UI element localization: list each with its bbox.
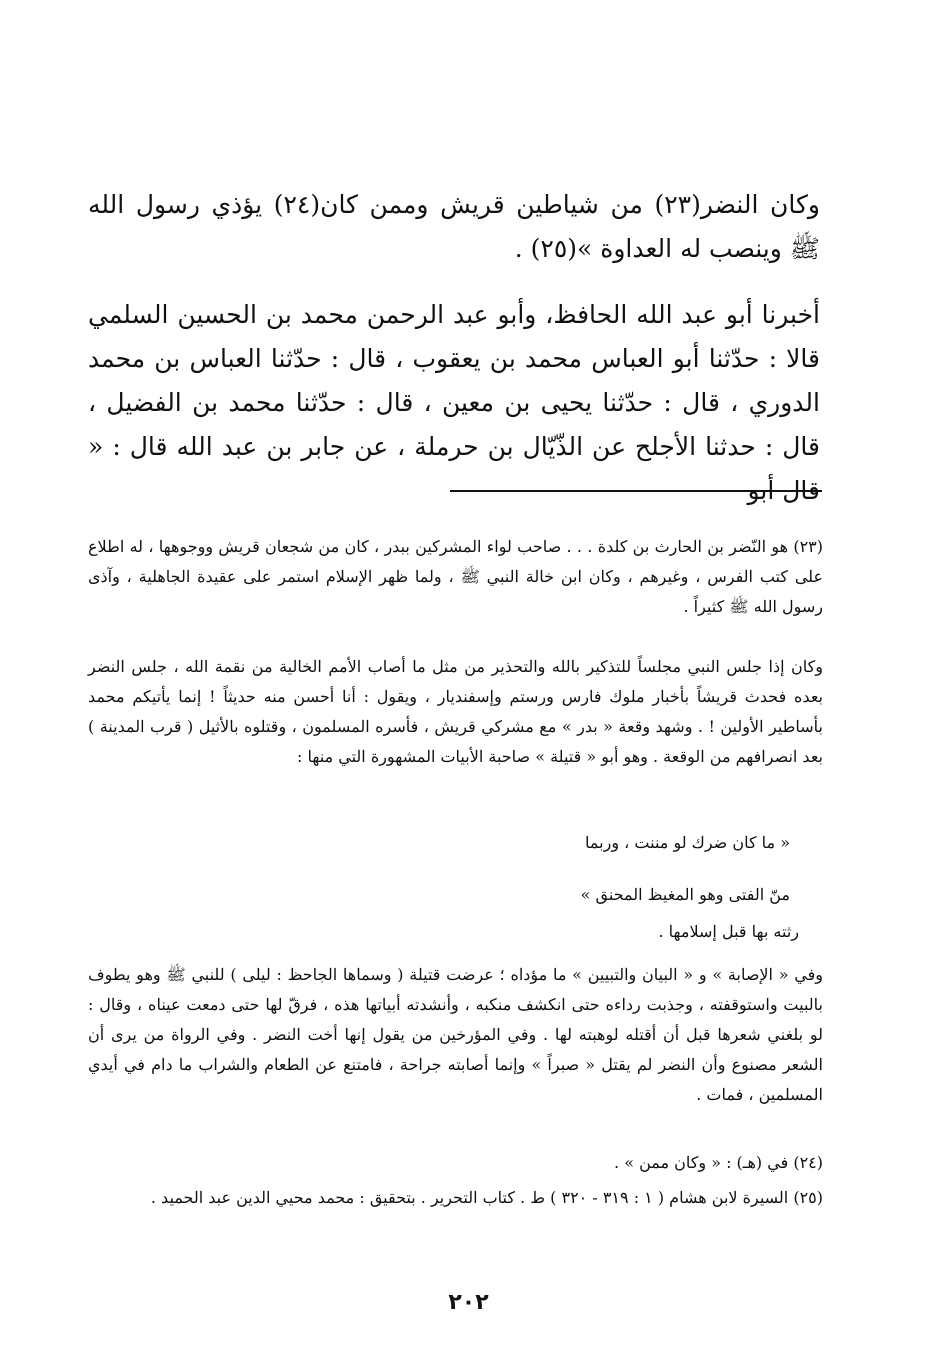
footnote-24 [88,1148,823,1178]
footnote-23-text: (٢٣) هو النّضر بن الحارث بن كلدة . . . صاحب لواء المشركين ببدر ، كان من شجعان قريش ووجوهها ، له اطلاع على كتب الفرس ، وغيرهم ، وكان ابن خالة النبي ﷺ ، ولما ظهر الإسلام استمر على عقيدة الجاهلية ، وآذى رسول الله ﷺ كثيراً . [88,537,823,616]
footnote-23-intro [88,532,823,622]
footnote-24-text: (٢٤) في (هـ) : « وكان ممن » . [614,1153,823,1172]
footnote-23-body [88,652,823,772]
verse-line-1: « ما كان ضرك لو مننت ، وربما [585,833,790,852]
footnote-separator [450,490,822,492]
footnote-25 [88,1183,823,1213]
main-paragraph-1: وكان النضر(٢٣) من شياطين قريش وممن كان(٢٤) يؤذي رسول الله ﷺ وينصب له العداوة »(٢٥) . [88,190,820,263]
footnote-23-paragraph-4: وفي « الإصابة » و « البيان والتبيين » ما مؤداه ؛ عرضت قتيلة ( وسماها الجاحظ : ليلى ) للنبي ﷺ وهو يطوف بالبيت واستوقفته ، وجذبت رداءه حتى انكشف منكبه ، وأنشدته أبياتها هذه ، فرقّ لها حتى دمعت عيناه ، وقال : لو بلغني شعرها قبل أن أقتله لوهبته لها . وفي المؤرخين من يقول إنها أخت النضر . وفي الرواة من يرى أن الشعر مصنوع وأن النضر لم يقتل « صبراً » وإنما أصابته جراحة ، فامتنع عن الطعام والشراب ما دام في أيدي المسلمين ، فمات . [88,965,824,1104]
footnote-23-paragraph-2: وكان إذا جلس النبي مجلساً للتذكير بالله والتحذير من مثل ما أصاب الأمم الخالية من نقمة الله ، جلس النضر بعده فحدث قريشاً بأخبار ملوك فارس ورستم وإسفنديار ، ويقول : أنا أحسن منه حديثاً ! إنما يأتيكم محمد بأساطير الأولين ! . وشهد وقعة « بدر » مع مشركي قريش ، فأسره المسلمون ، وقتلوه بالأثيل ( قرب المدينة ) بعد انصرافهم من الوقعة . وهو أبو « قتيلة » صاحبة الأبيات المشهورة التي منها : [88,657,823,766]
footnote-23-isaba [88,960,823,1110]
verse-line-2: منّ الفتى وهو المغيظ المحنق » [580,885,790,904]
main-paragraph-2: أخبرنا أبو عبد الله الحافظ، وأبو عبد الرحمن محمد بن الحسين السلمي قالا : حدّثنا أبو العباس محمد بن يعقوب ، قال : حدّثنا العباس بن محمد الدوري ، قال : حدّثنا يحيى بن معين ، قال : حدّثنا محمد بن الفضيل ، قال : حدثنا الأجلح عن الذّيّال بن حرملة ، عن جابر بن عبد الله قال : « قال أبو [88,300,820,505]
footnote-23-elegy-note [88,917,823,947]
footnote-23-paragraph-3: رثته بها قبل إسلامها . [658,922,799,941]
page-number: ٢٠٢ [448,1290,489,1315]
footnote-25-text: (٢٥) السيرة لابن هشام ( ١ : ٣١٩ - ٣٢٠ ) ط . كتاب التحرير . بتحقيق : محمد محيي الدين عبد الحميد . [150,1188,823,1207]
